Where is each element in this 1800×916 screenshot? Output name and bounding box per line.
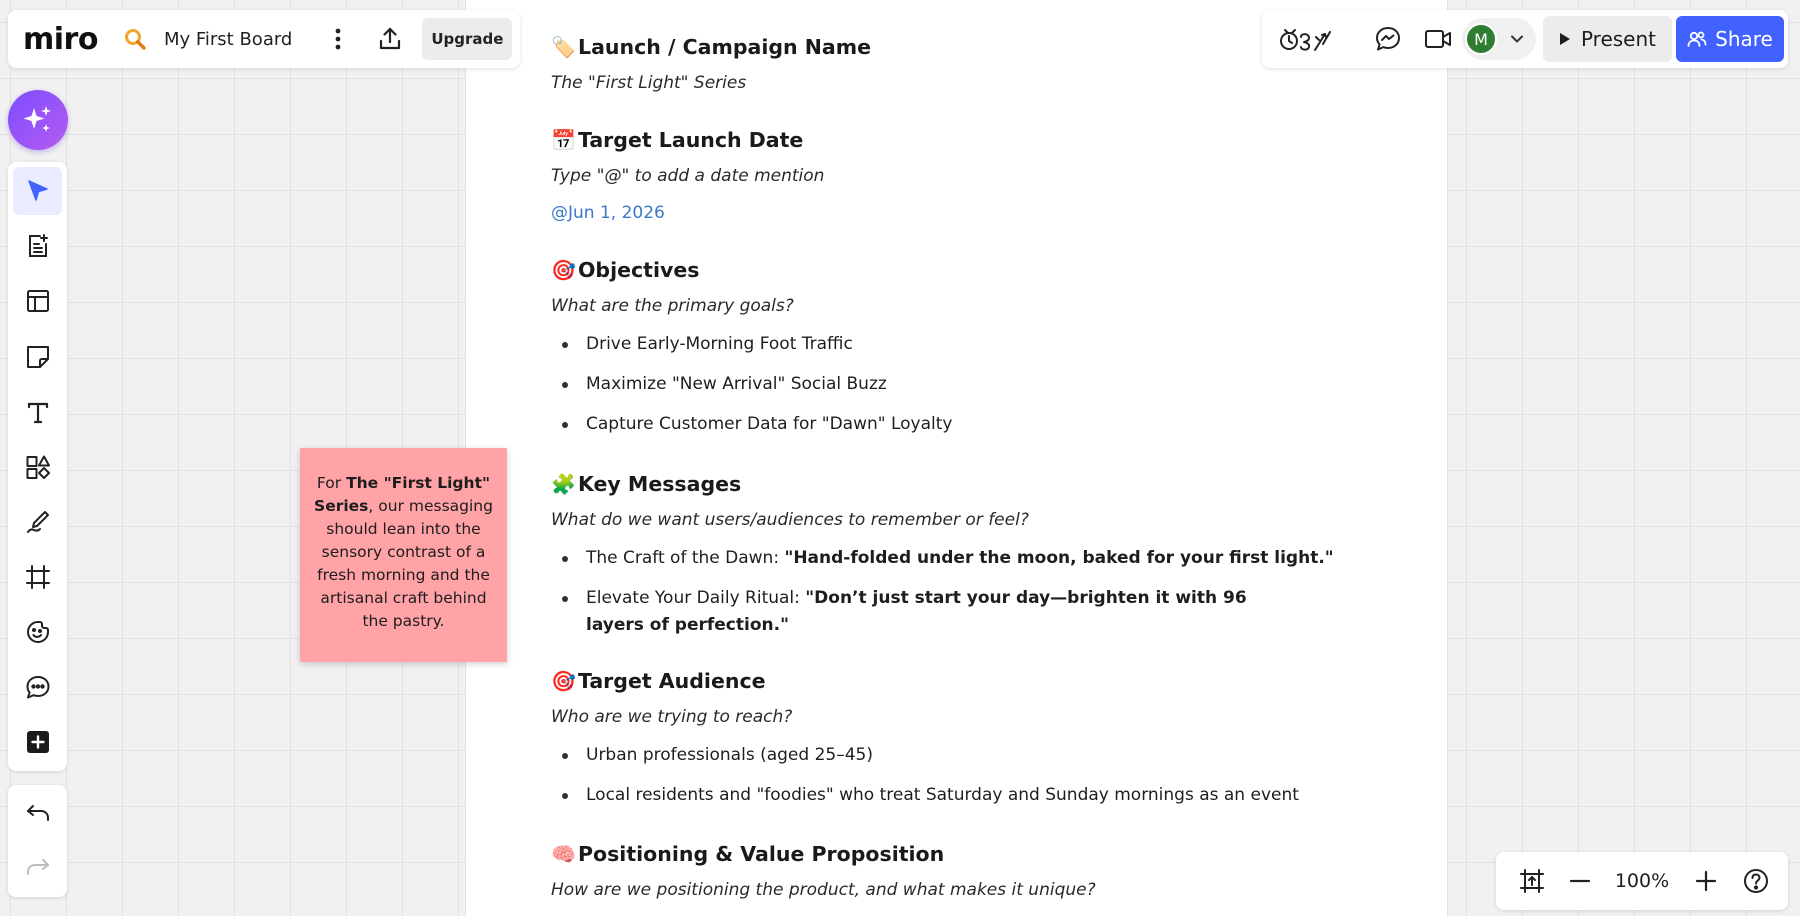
section-positioning [551, 840, 1371, 901]
section-title-text: Positioning & Value Proposition [578, 842, 945, 866]
board-title[interactable]: My First Board [163, 28, 293, 50]
section-title[interactable] [551, 33, 1371, 61]
section-launch-name [551, 33, 1371, 94]
list-item[interactable] [551, 585, 1296, 639]
section-title[interactable] [551, 256, 1371, 284]
document-canvas[interactable] [465, 0, 1448, 916]
message-prefix: The Craft of the Dawn: [586, 548, 785, 568]
target-emoji-icon: 🎯 [551, 258, 576, 282]
section-title[interactable] [551, 126, 1371, 154]
section-key-messages [551, 470, 1371, 652]
avatar[interactable]: M [1465, 23, 1497, 55]
message-quote: "Don’t just start your day—brighten it with 96 layers of perfection." [586, 588, 1247, 635]
section-title[interactable] [551, 667, 1371, 695]
ai-sparkle-icon[interactable] [8, 90, 68, 150]
text-icon[interactable] [13, 388, 62, 436]
date-mention[interactable]: @Jun 1, 2026 [551, 203, 665, 223]
zoom-level[interactable]: 100% [1614, 870, 1670, 892]
message-prefix: Elevate Your Daily Ritual: [586, 588, 806, 608]
miro-logo[interactable]: miro [23, 21, 98, 57]
select-cursor-icon[interactable] [13, 167, 62, 215]
zoom-controls [1496, 852, 1788, 910]
section-title-text: Launch / Campaign Name [578, 35, 872, 59]
fit-to-screen-icon[interactable] [1510, 852, 1554, 910]
chevron-down-icon[interactable] [1510, 34, 1524, 44]
section-target-audience [551, 667, 1371, 822]
list-item[interactable]: Urban professionals (aged 25–45) [551, 742, 1371, 769]
sticky-text-after: , our messaging should lean into the sensory contrast of a fresh morning and the artisanal craft behind the pastry. [317, 497, 493, 630]
section-subtitle[interactable]: The "First Light" Series [551, 73, 747, 93]
sticky-text-bold: The "First Light" Series [314, 474, 491, 515]
section-target-date [551, 126, 1371, 224]
message-quote: "Hand-folded under the moon, baked for your first light." [784, 548, 1334, 568]
list-item[interactable]: Drive Early-Morning Foot Traffic [551, 331, 1371, 358]
help-icon[interactable] [1732, 852, 1780, 910]
upgrade-button[interactable]: Upgrade [422, 18, 512, 60]
doc-icon[interactable] [13, 222, 62, 270]
calendar-emoji-icon: 📅 [551, 128, 576, 152]
objectives-list [551, 331, 1371, 438]
zoom-out-icon[interactable] [1560, 852, 1600, 910]
section-title-text: Objectives [578, 258, 700, 282]
present-button[interactable] [1543, 16, 1672, 62]
sticky-note-icon[interactable] [13, 333, 62, 381]
undo-icon[interactable] [13, 789, 62, 837]
history-controls [8, 785, 67, 897]
messages-list [551, 545, 1371, 639]
share-label: Share [1715, 27, 1773, 51]
play-icon [1559, 32, 1571, 46]
puzzle-emoji-icon: 🧩 [551, 472, 576, 496]
list-item[interactable]: Capture Customer Data for "Dawn" Loyalty [551, 411, 1371, 438]
collaborators-menu[interactable] [1462, 18, 1536, 60]
templates-icon[interactable] [13, 277, 62, 325]
export-icon[interactable] [372, 19, 408, 59]
section-title-text: Key Messages [578, 472, 742, 496]
comment-icon[interactable] [13, 663, 62, 711]
label-emoji-icon: 🏷️ [551, 35, 576, 59]
top-right-toolbar [1262, 10, 1788, 68]
pen-icon[interactable] [13, 498, 62, 546]
list-item[interactable] [551, 545, 1371, 572]
section-subtitle[interactable]: Type "@" to add a date mention [551, 166, 825, 186]
redo-icon[interactable] [13, 843, 62, 891]
users-icon [1687, 30, 1707, 48]
section-title[interactable] [551, 470, 1371, 498]
section-subtitle[interactable]: How are we positioning the product, and what makes it unique? [551, 880, 1096, 900]
section-subtitle[interactable]: What do we want users/audiences to remember or feel? [551, 510, 1029, 530]
reactions-icon[interactable] [1276, 10, 1338, 68]
top-left-toolbar [8, 10, 520, 68]
section-title-text: Target Audience [578, 669, 766, 693]
tool-rail [8, 162, 67, 771]
sticky-note[interactable] [300, 448, 507, 662]
zoom-in-icon[interactable] [1686, 852, 1726, 910]
audience-list [551, 742, 1371, 809]
frame-icon[interactable] [13, 553, 62, 601]
section-title-text: Target Launch Date [578, 128, 804, 152]
search-icon[interactable] [122, 26, 148, 52]
apps-icon[interactable] [13, 718, 62, 766]
section-subtitle[interactable]: Who are we trying to reach? [551, 707, 793, 727]
list-item[interactable]: Maximize "New Arrival" Social Buzz [551, 371, 1371, 398]
target-emoji-icon: 🎯 [551, 669, 576, 693]
chat-icon[interactable] [1368, 10, 1408, 68]
video-call-icon[interactable] [1416, 10, 1460, 68]
list-item[interactable]: Local residents and "foodies" who treat Saturday and Sunday mornings as an event [551, 782, 1371, 809]
share-button[interactable] [1676, 16, 1784, 62]
stickers-icon[interactable] [13, 608, 62, 656]
present-label: Present [1580, 27, 1657, 51]
section-title[interactable] [551, 840, 1371, 868]
section-objectives [551, 256, 1371, 451]
more-vertical-icon[interactable] [328, 19, 348, 59]
brain-emoji-icon: 🧠 [551, 842, 576, 866]
shapes-icon[interactable] [13, 443, 62, 491]
section-subtitle[interactable]: What are the primary goals? [551, 296, 794, 316]
sticky-text-before: For [316, 474, 347, 492]
